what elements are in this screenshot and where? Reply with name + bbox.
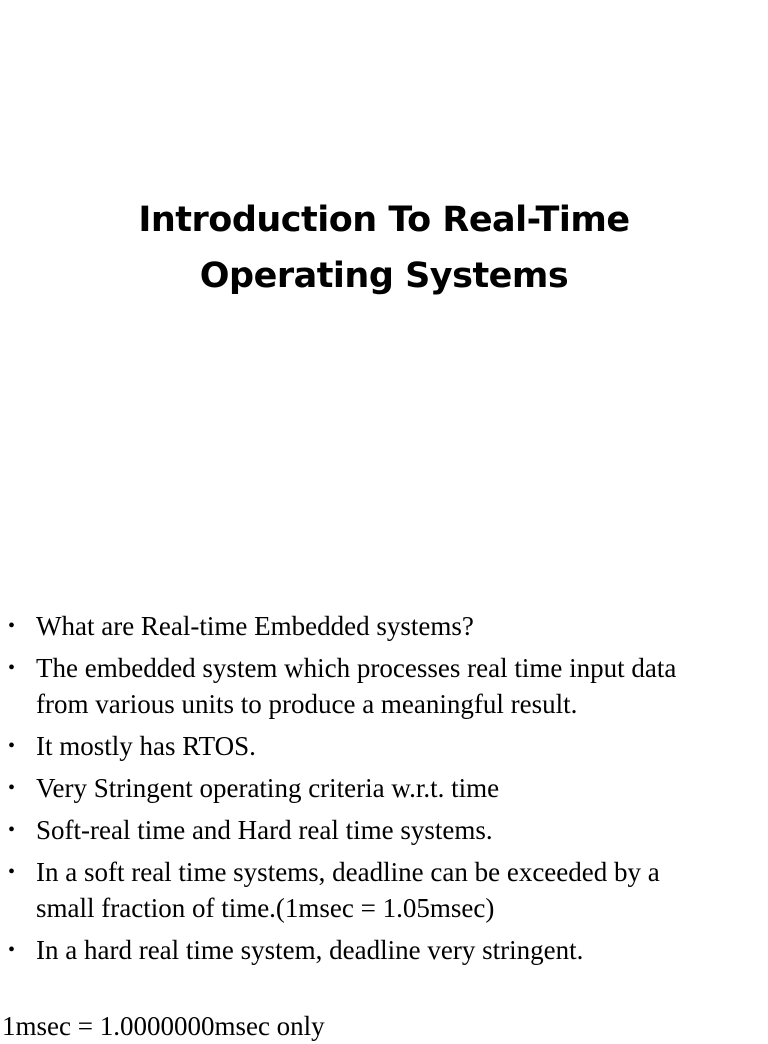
slide-title [0,192,768,304]
title-line-1: Introduction To Real-Time [138,200,630,240]
bullet-text: In a hard real time system, deadline very stringent. [36,935,584,965]
bullet-item [0,650,768,722]
bullet-text: Very Stringent operating criteria w.r.t. time [36,773,500,803]
bullet-item [0,770,768,806]
bullet-icon: • [8,615,16,637]
bullet-text: It mostly has RTOS. [36,731,256,761]
title-line-2: Operating Systems [199,256,569,296]
bullet-text: What are Real-time Embedded systems? [36,611,474,641]
bullet-text: Soft-real time and Hard real time systems. [36,815,493,845]
bullet-item [0,812,768,848]
bullet-text: The embedded system which processes real time input data from various units to produce a meaningful result. [36,653,677,719]
bullet-text: In a soft real time systems, deadline can be exceeded by a small fraction of time.(1msec = 1.05msec) [36,857,660,923]
bullet-list [0,608,768,974]
bullet-icon: • [8,819,16,841]
bullet-item [0,932,768,968]
bullet-icon: • [8,735,16,757]
bullet-item [0,728,768,764]
bullet-item [0,608,768,644]
bullet-icon: • [8,861,16,883]
bullet-icon: • [8,657,16,679]
bullet-icon: • [8,939,16,961]
bullet-item [0,854,768,926]
bullet-icon: • [8,777,16,799]
cut-off-text-line: 1msec = 1.0000000msec only [2,1011,325,1041]
